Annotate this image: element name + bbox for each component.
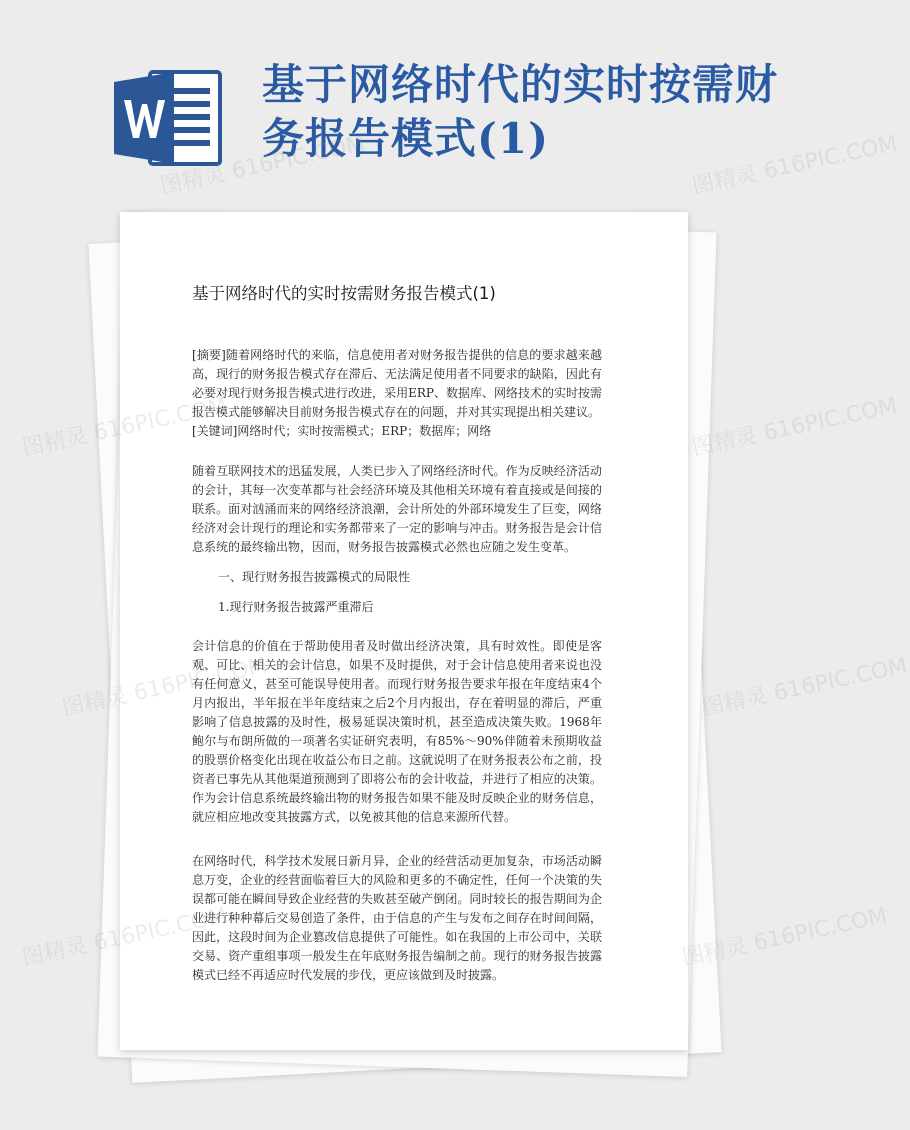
subsection-heading: 1.现行财务报告披露严重滞后	[218, 600, 374, 614]
watermark-text: 图精灵 616PIC.COM	[700, 653, 910, 722]
banner-title: 基于网络时代的实时按需财务报告模式(1)	[262, 60, 779, 163]
word-document-icon	[112, 68, 224, 168]
abstract-paragraph: [摘要]随着网络时代的来临，信息使用者对财务报告提供的信息的要求越来越高，现行的财务报告模式存在滞后、无法满足使用者不同要求的缺陷，因此有必要对现行财务报告模式进行改进，采用ERP、数据库、网络技术的实时按需报告模式能够解决目前财务报告模式存在的问题，并对其实现提出相关建议。	[192, 348, 602, 419]
document-page	[120, 212, 688, 1050]
watermark-text: 图精灵 616PIC.COM	[158, 131, 368, 200]
body-paragraph: 会计信息的价值在于帮助使用者及时做出经济决策，具有时效性。即使是客观、可比、相关的会计信息，如果不及时提供，对于会计信息使用者来说也没有任何意义，甚至可能误导使用者。而现行财务报告要求年报在年度结束4个月内报出，半年报在半年度结束之后2个月内报出，存在着明显的滞后，严重影响了信息披露的及时性，极易延误决策时机，甚至造成决策失败。1968年鲍尔与布朗所做的一项著名实证研究表明，有85%～90%伴随着未预期收益的股票价格变化出现在收益公布日之前。这就说明了在财务报表公布之前，投资者已事先从其他渠道预测到了即将公布的会计收益，并进行了相应的决策。作为会计信息系统最终输出物的财务报告如果不能及时反映企业的财务信息，就应相应地改变其披露方式，以免被其他的信息来源所代替。	[192, 639, 602, 824]
section-heading: 一、现行财务报告披露模式的局限性	[218, 570, 411, 584]
keywords-line: [关键词]网络时代；实时按需模式；ERP；数据库；网络	[192, 424, 492, 438]
watermark-text: 图精灵 616PIC.COM	[690, 393, 900, 462]
intro-paragraph: 随着互联网技术的迅猛发展，人类已步入了网络经济时代。作为反映经济活动的会计，其每一次变革都与社会经济环境及其他相关环境有着直接或是间接的联系。面对汹涌而来的网络经济浪潮，会计所处的外部环境发生了巨变，网络经济对会计现行的理论和实务都带来了一定的影响与冲击。财务报告是会计信息系统的最终输出物，因而，财务报告披露模式必然也应随之发生变革。	[192, 464, 602, 554]
body-paragraph: 在网络时代，科学技术发展日新月异，企业的经营活动更加复杂，市场活动瞬息万变，企业的经营面临着巨大的风险和更多的不确定性，任何一个决策的失误都可能在瞬间导致企业经营的失败甚至破产倒闭。同时较长的报告期间为企业进行种种幕后交易创造了条件，由于信息的产生与发布之间存在时间间隔，因此，这段时间为企业篡改信息提供了可能性。如在我国的上市公司中，关联交易、资产重组事项一般发生在年底财务报告编制之前。现行的财务报告披露模式已经不再适应时代发展的步伐，更应该做到及时披露。	[192, 854, 602, 982]
watermark-text: 图精灵	[20, 933, 90, 972]
watermark-text: 图精灵 616PIC.COM	[690, 131, 900, 200]
watermark-text: 图精灵	[20, 423, 90, 462]
banner	[0, 0, 800, 200]
document-title: 基于网络时代的实时按需财务报告模式(1)	[192, 284, 496, 303]
watermark-text: 图精灵 616PIC.COM	[680, 903, 890, 972]
watermark-text: 图精灵	[60, 683, 130, 722]
